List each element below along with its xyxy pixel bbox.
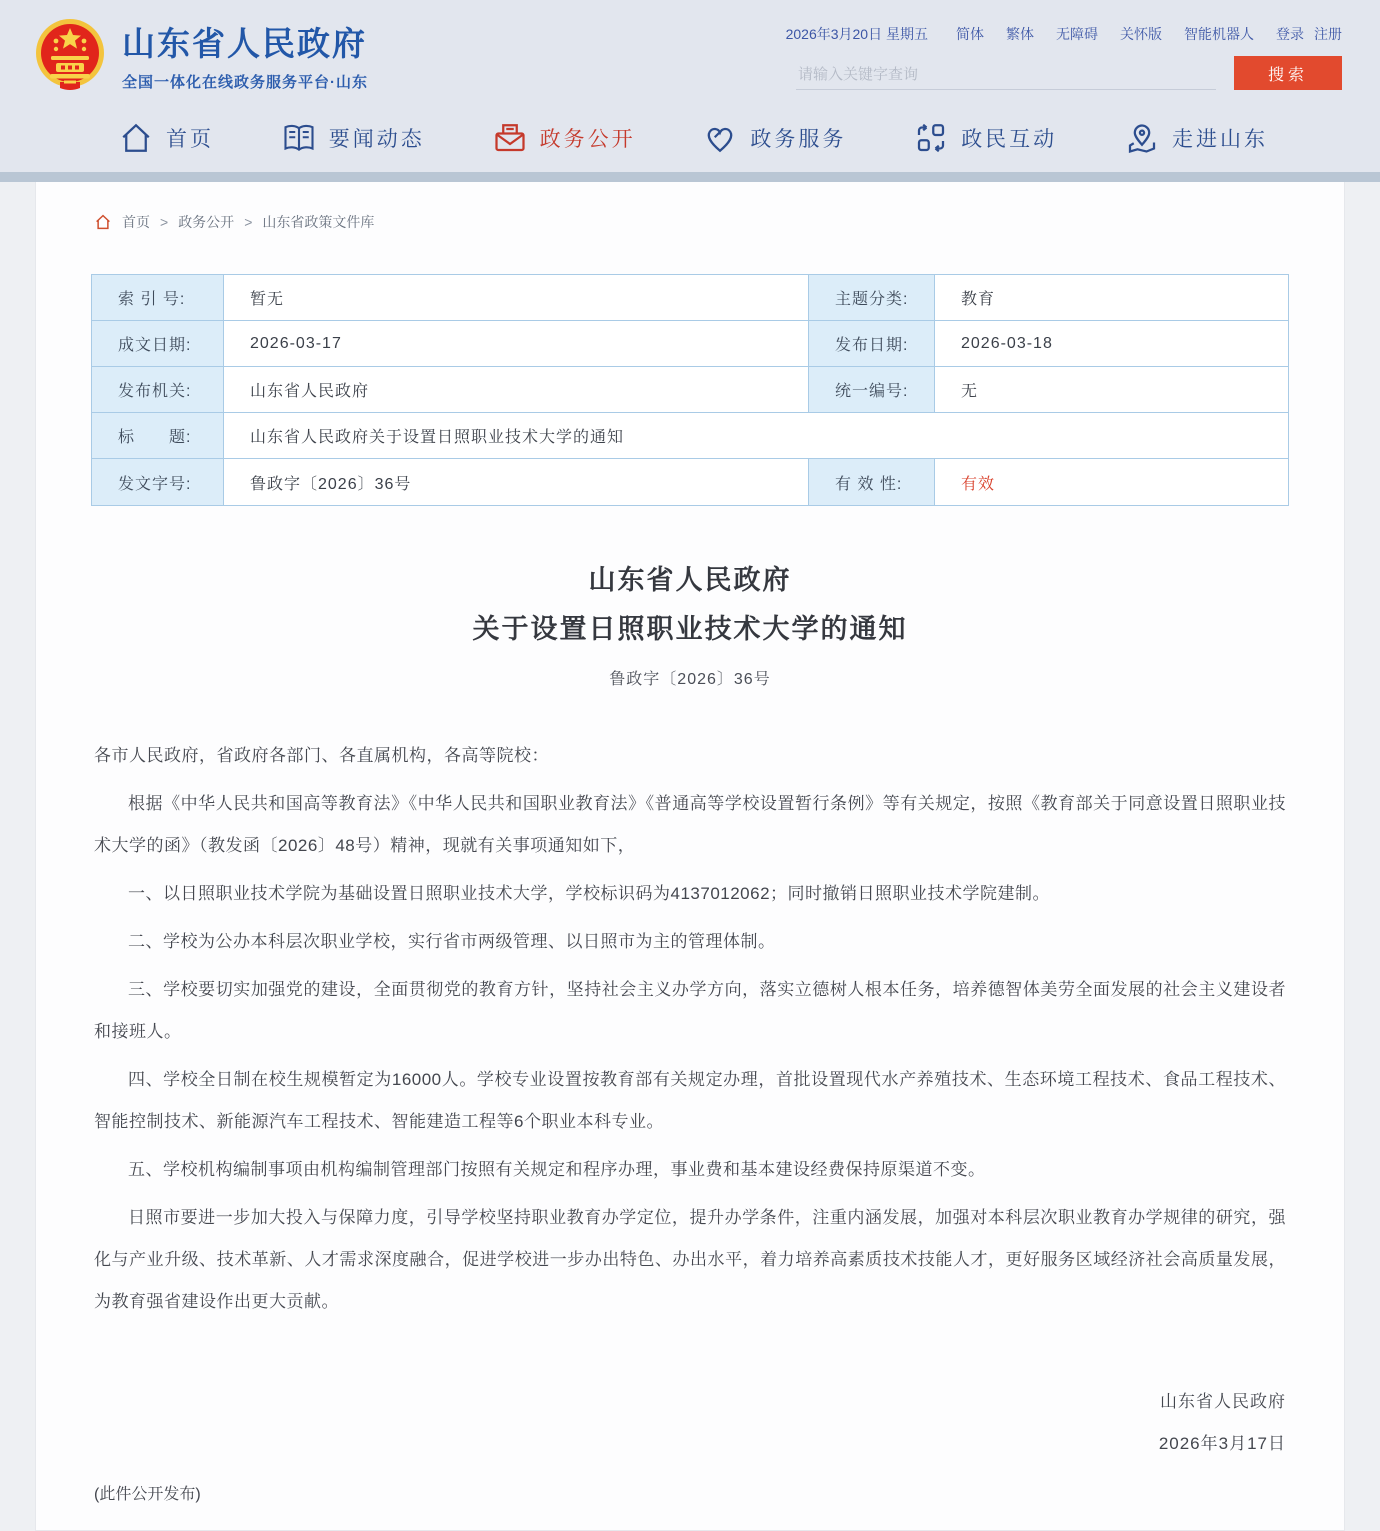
link-care-version[interactable]: 关怀版 — [1120, 26, 1162, 42]
register-link[interactable]: 注册 — [1314, 26, 1342, 42]
link-smart-robot[interactable]: 智能机器人 — [1184, 26, 1254, 42]
doc-paragraph-item-1: 一、以日照职业技术学院为基础设置日照职业技术大学，学校标识码为4137012062；同时撤销日照职业技术学院建制。 — [128, 884, 1051, 903]
national-emblem-icon — [34, 16, 106, 94]
site-title: 山东省人民政府 — [122, 25, 367, 62]
meta-row-dates — [92, 321, 1288, 367]
nav-item-home[interactable] — [118, 120, 214, 156]
meta-label-topic: 主题分类: — [809, 275, 935, 321]
meta-row-organ — [92, 367, 1288, 413]
top-utility-bar — [786, 24, 1342, 44]
meta-label-unified-no: 统一编号: — [809, 367, 935, 413]
meta-value-validity: 有效 — [935, 459, 1288, 505]
site-subtitle: 全国一体化在线政务服务平台·山东 — [122, 74, 368, 91]
nav-item-enter-shandong[interactable] — [1124, 120, 1268, 156]
heart-icon — [702, 120, 738, 156]
doc-paragraph-basis: 根据《中华人民共和国高等教育法》《中华人民共和国职业教育法》《普通高等学校设置暂行条例》等有关规定，按照《教育部关于同意设置日照职业技术大学的函》（教发函〔2026〕48号）精神，现就有关事项通知如下， — [94, 794, 1286, 855]
signature-date: 2026年3月17日 — [1158, 1434, 1286, 1453]
document-title-line1: 山东省人民政府 — [588, 565, 792, 595]
nav-item-label: 政务服务 — [750, 128, 847, 151]
doc-paragraph-item-3: 三、学校要切实加强党的建设，全面贯彻党的教育方针，坚持社会主义办学方向，落实立德树人根本任务，培养德智体美劳全面发展的社会主义建设者和接班人。 — [94, 980, 1286, 1041]
login-link[interactable]: 登录 — [1276, 26, 1304, 42]
nav-item-public-interaction[interactable] — [913, 120, 1057, 156]
mail-icon — [492, 120, 528, 156]
meta-value-topic: 教育 — [935, 275, 1288, 321]
doc-paragraph-item-5: 五、学校机构编制事项由机构编制管理部门按照有关规定和程序办理，事业费和基本建设经费保持原渠道不变。 — [128, 1160, 986, 1179]
nav-item-label: 政务公开 — [539, 128, 636, 151]
breadcrumb-item-policy-library[interactable]: 山东省政策文件库 — [262, 214, 375, 230]
nav-item-news[interactable] — [281, 120, 425, 156]
meta-value-issuing-organ: 山东省人民政府 — [224, 367, 809, 413]
current-date: 2026年3月20日 星期五 — [785, 26, 928, 42]
document-title-line2: 关于设置日照职业技术大学的通知 — [472, 614, 908, 644]
breadcrumb-item-home[interactable]: 首页 — [122, 214, 150, 230]
meta-value-doc-number: 鲁政字〔2026〕36号 — [224, 459, 809, 505]
nav-item-label: 走进山东 — [1171, 128, 1268, 151]
meta-value-written-date: 2026-03-17 — [224, 321, 809, 367]
breadcrumb-home-icon[interactable] — [94, 213, 112, 231]
link-traditional[interactable]: 繁体 — [1006, 26, 1034, 42]
meta-value-publish-date: 2026-03-18 — [935, 321, 1288, 367]
meta-label-validity: 有 效 性: — [809, 459, 935, 505]
meta-label-publish-date: 发布日期: — [809, 321, 935, 367]
link-accessibility[interactable]: 无障碍 — [1056, 26, 1098, 42]
meta-row-doc-number — [92, 459, 1288, 505]
chat-icon — [913, 120, 949, 156]
document-meta-table — [91, 274, 1289, 506]
meta-value-unified-no: 无 — [935, 367, 1288, 413]
nav-item-label: 首页 — [166, 128, 214, 151]
document-header — [36, 556, 1344, 689]
meta-value-index-no: 暂无 — [224, 275, 809, 321]
meta-label-index-no: 索 引 号: — [92, 275, 224, 321]
meta-value-title: 山东省人民政府关于设置日照职业技术大学的通知 — [224, 413, 1288, 459]
site-brand[interactable] — [34, 16, 368, 94]
doc-paragraph-salutation: 各市人民政府，省政府各部门、各直属机构，各高等院校： — [94, 746, 549, 765]
document-number: 鲁政字〔2026〕36号 — [609, 671, 771, 688]
breadcrumb-separator: > — [160, 214, 169, 230]
signature-organization: 山东省人民政府 — [1160, 1392, 1286, 1411]
publish-note: (此件公开发布) — [94, 1486, 201, 1503]
breadcrumb — [36, 182, 1344, 232]
nav-item-label: 要闻动态 — [328, 128, 425, 151]
nav-item-label: 政民互动 — [961, 128, 1058, 151]
nav-item-gov-services[interactable] — [702, 120, 846, 156]
search-input[interactable] — [796, 60, 1216, 90]
document-signature — [36, 1381, 1344, 1465]
content-card — [35, 182, 1345, 1531]
main-nav — [0, 110, 1380, 172]
book-icon — [281, 120, 317, 156]
link-simplified[interactable]: 简体 — [956, 26, 984, 42]
doc-paragraph-item-4: 四、学校全日制在校生规模暂定为16000人。学校专业设置按教育部有关规定办理，首批设置现代水产养殖技术、生态环境工程技术、食品工程技术、智能控制技术、新能源汽车工程技术、智能建造工程等6个职业本科专业。 — [94, 1070, 1286, 1131]
breadcrumb-item-disclosure[interactable]: 政务公开 — [178, 214, 235, 230]
meta-label-written-date: 成文日期: — [92, 321, 224, 367]
nav-item-gov-disclosure[interactable] — [492, 120, 636, 156]
search-button[interactable]: 搜索 — [1234, 56, 1342, 90]
home-icon — [118, 120, 154, 156]
meta-label-issuing-organ: 发布机关: — [92, 367, 224, 413]
meta-label-doc-number: 发文字号: — [92, 459, 224, 505]
breadcrumb-separator: > — [244, 214, 253, 230]
map-pin-icon — [1124, 120, 1160, 156]
doc-paragraph-closing: 日照市要进一步加大投入与保障力度，引导学校坚持职业教育办学定位，提升办学条件，注重内涵发展，加强对本科层次职业教育办学规律的研究，强化与产业升级、技术革新、人才需求深度融合，促进学校进一步办出特色、办出水平，着力培养高素质技术技能人才，更好服务区域经济社会高质量发展，为教育强省建设作出更大贡献。 — [94, 1208, 1286, 1311]
meta-row-index — [92, 275, 1288, 321]
nav-divider-strip — [0, 172, 1380, 182]
document-body — [36, 735, 1344, 1323]
meta-row-title — [92, 413, 1288, 459]
doc-paragraph-item-2: 二、学校为公办本科层次职业学校，实行省市两级管理、以日照市为主的管理体制。 — [128, 932, 776, 951]
meta-label-title: 标 题: — [92, 413, 224, 459]
site-header — [0, 0, 1380, 110]
